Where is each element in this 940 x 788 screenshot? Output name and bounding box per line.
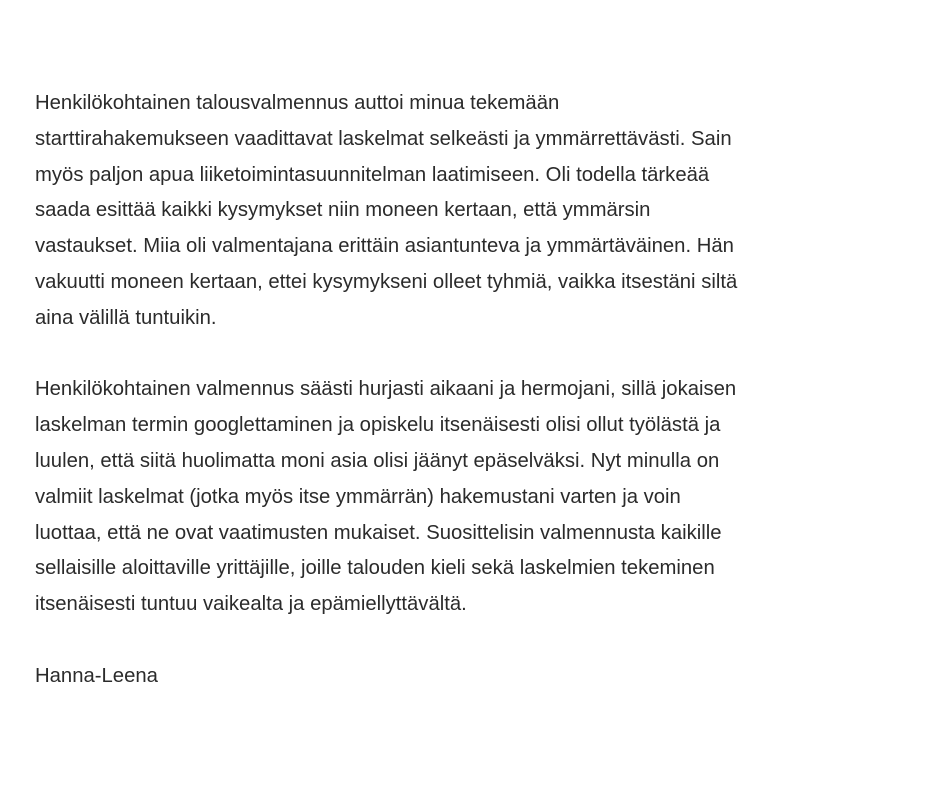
testimonial-paragraph-2 (35, 372, 935, 623)
testimonial-signature: Hanna-Leena (35, 664, 158, 687)
testimonial-paragraph-1 (35, 86, 935, 337)
paragraph-2-line: valmiit laskelmat (jotka myös itse ymmärrän) hakemustani varten ja voin (35, 485, 681, 508)
paragraph-1-line: vastaukset. Miia oli valmentajana erittäin asiantunteva ja ymmärtäväinen. Hän (35, 235, 734, 258)
paragraph-2-line: Henkilökohtainen valmennus säästi hurjasti aikaani ja hermojani, sillä jokaisen (35, 378, 737, 401)
paragraph-2-line: sellaisille aloittaville yrittäjille, joille talouden kieli sekä laskelmien tekeminen (35, 557, 715, 580)
paragraph-1-line: Henkilökohtainen talousvalmennus auttoi minua tekemään (35, 92, 560, 114)
paragraph-1-line: vakuutti moneen kertaan, ettei kysymykseni olleet tyhmiä, vaikka itsestäni siltä (35, 270, 738, 293)
testimonial-document (35, 86, 935, 695)
paragraph-2-line: luulen, että siitä huolimatta moni asia olisi jäänyt epäselväksi. Nyt minulla on (35, 449, 720, 472)
paragraph-1-line: aina välillä tuntuikin. (35, 306, 217, 329)
paragraph-1-line: starttirahakemukseen vaadittavat laskelmat selkeästi ja ymmärrettävästi. Sain (35, 127, 732, 150)
paragraph-1-line: saada esittää kaikki kysymykset niin moneen kertaan, että ymmärsin (35, 199, 651, 222)
paragraph-2-line: itsenäisesti tuntuu vaikealta ja epämiellyttävältä. (35, 593, 467, 616)
paragraph-2-line: laskelman termin googlettaminen ja opiskelu itsenäisesti olisi ollut työlästä ja (35, 414, 721, 437)
paragraph-2-line: luottaa, että ne ovat vaatimusten mukaiset. Suosittelisin valmennusta kaikille (35, 521, 722, 544)
paragraph-1-line: myös paljon apua liiketoimintasuunnitelman laatimiseen. Oli todella tärkeää (35, 163, 710, 186)
